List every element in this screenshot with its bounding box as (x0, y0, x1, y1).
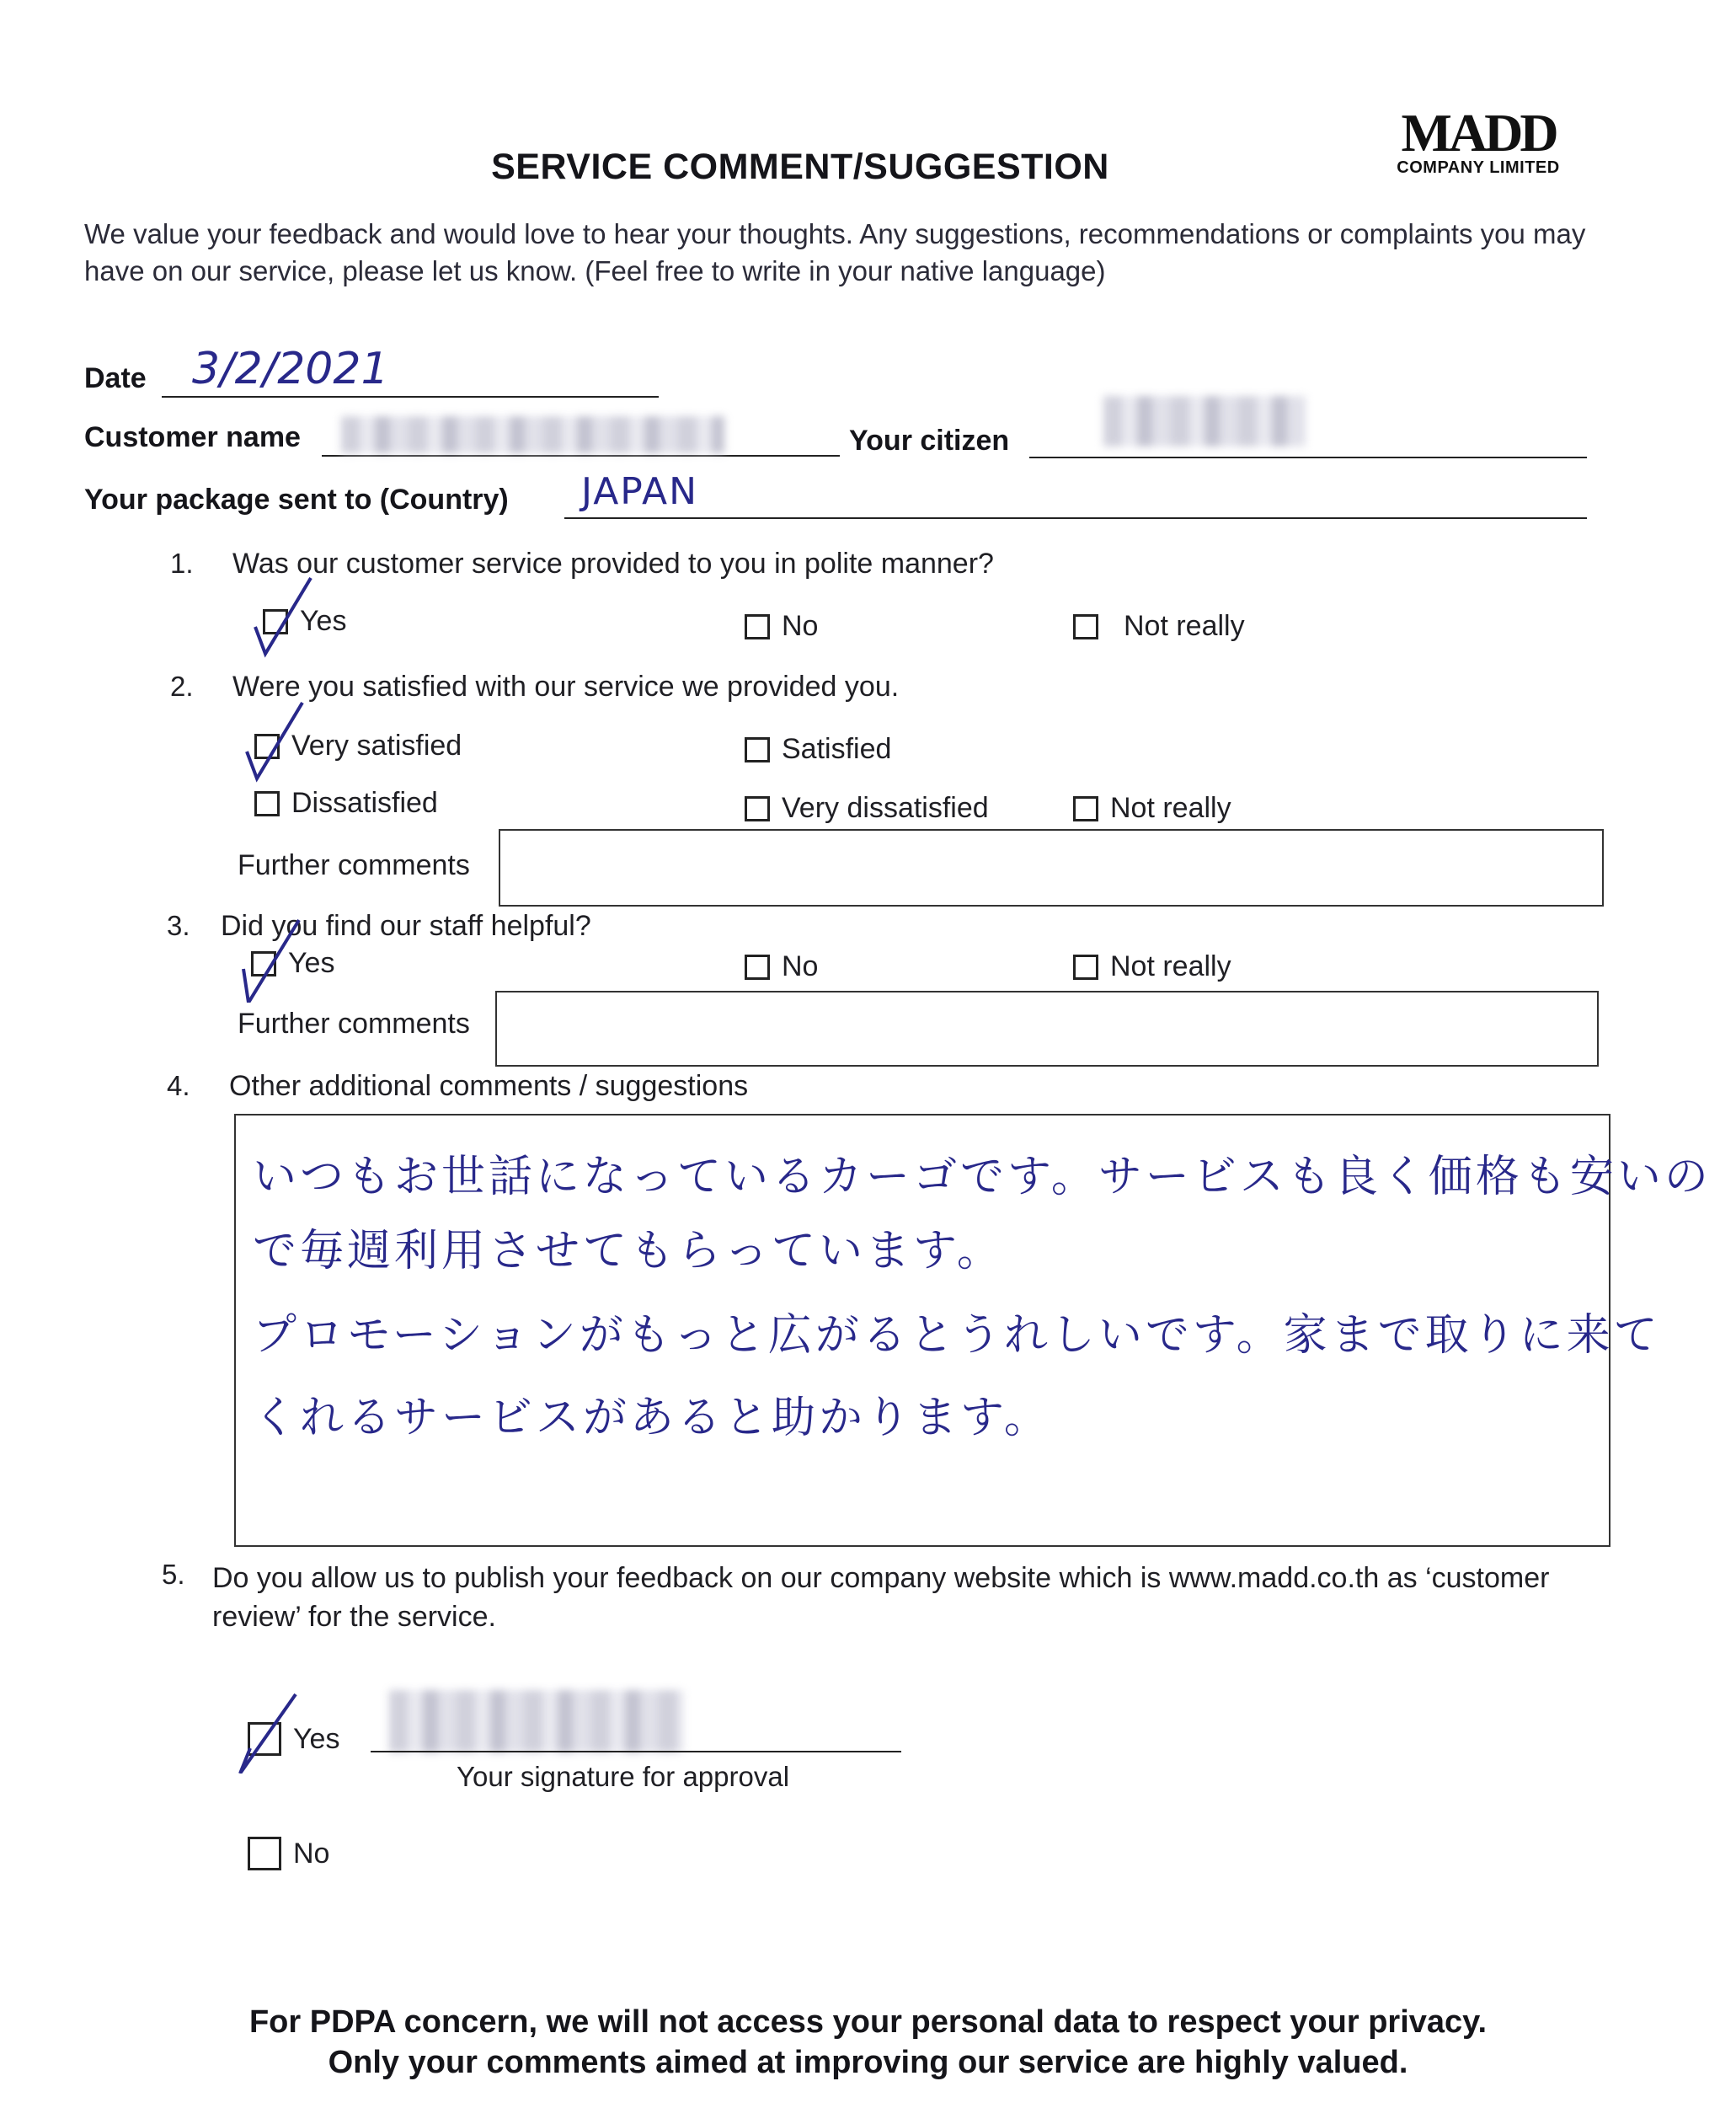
checkbox-checked[interactable] (248, 1722, 281, 1756)
q4-text: Other additional comments / suggestions (229, 1070, 749, 1102)
q5-text: Do you allow us to publish your feedback on our company website which is www.madd.co.th as ‘customer review’ for the service. (212, 1562, 1550, 1633)
q2-text: Were you satisfied with our service we provided you. (232, 671, 900, 703)
customer-name-redacted (341, 416, 724, 453)
intro-text: We value your feedback and would love to hear your thoughts. Any suggestions, recommendations or complaints you may have on our service, please let us know. (Feel free to write in your native language) (84, 218, 1586, 286)
logo-name: MADD (1401, 103, 1556, 163)
checkmark-icon (254, 576, 312, 661)
option-label: Yes (293, 1722, 340, 1755)
q3-no-option[interactable] (745, 950, 818, 983)
signature-redacted (389, 1690, 684, 1752)
checkbox[interactable] (248, 1837, 281, 1870)
q2-very-satisfied-option[interactable] (254, 730, 462, 762)
option-label: Very dissatisfied (782, 792, 989, 824)
q3-further-comments-box[interactable] (495, 991, 1599, 1067)
checkbox[interactable] (1073, 955, 1098, 980)
customer-name-label: Customer name (84, 421, 301, 453)
checkbox-checked[interactable] (251, 951, 276, 976)
option-label: Dissatisfied (291, 787, 438, 819)
checkmark-icon (245, 701, 304, 785)
checkbox[interactable] (745, 614, 770, 639)
option-label: Not really (1110, 950, 1231, 982)
checkbox[interactable] (745, 955, 770, 980)
option-label: Very satisfied (291, 730, 462, 762)
footer-line-2: Only your comments aimed at improving our service are highly valued. (328, 2045, 1408, 2080)
q2-dissatisfied-option[interactable] (254, 787, 438, 820)
q2-number: 2. (170, 671, 194, 702)
q5-no-option[interactable] (248, 1837, 329, 1870)
checkbox[interactable] (745, 737, 770, 762)
q1-number: 1. (170, 548, 194, 579)
signature-label: Your signature for approval (457, 1761, 790, 1792)
q3-yes-option[interactable] (251, 947, 334, 980)
comment-line-2: で毎週利用させてもらっています。 (253, 1226, 1004, 1276)
q2-further-comments-box[interactable] (499, 829, 1604, 907)
option-label: No (293, 1837, 330, 1870)
footer-line-1: For PDPA concern, we will not access your personal data to respect your privacy. (248, 2004, 1488, 2040)
checkmark-icon (242, 918, 301, 1003)
citizen-label: Your citizen (849, 425, 1010, 457)
checkbox[interactable] (745, 796, 770, 821)
option-label: No (782, 950, 819, 982)
q1-not-really-option[interactable] (1073, 610, 1245, 643)
logo-subtitle: COMPANY LIMITED (1397, 158, 1560, 177)
comment-line-1: いつもお世話になっているカーゴです。サービスも良く価格も安いの (253, 1152, 1712, 1202)
q1-no-option[interactable] (745, 610, 818, 643)
option-label: Satisfied (782, 733, 892, 765)
q2-very-dissatisfied-option[interactable] (745, 792, 989, 825)
q2-further-comments-label: Further comments (238, 849, 470, 881)
option-label: Not really (1124, 610, 1245, 642)
option-label: Yes (288, 947, 335, 979)
q2-not-really-option[interactable] (1073, 792, 1231, 825)
q5-number: 5. (162, 1559, 185, 1590)
option-label: No (782, 610, 819, 642)
form-title: SERVICE COMMENT/SUGGESTION (491, 147, 1109, 187)
q4-comment-box[interactable] (234, 1114, 1712, 1547)
checkmark-icon (238, 1689, 297, 1774)
country-label: Your package sent to (Country) (84, 484, 509, 516)
q4-number: 4. (167, 1070, 190, 1101)
citizen-redacted (1103, 396, 1306, 447)
q1-text: Was our customer service provided to you in polite manner? (232, 548, 994, 580)
q3-not-really-option[interactable] (1073, 950, 1231, 983)
q3-text: Did you find our staff helpful? (221, 910, 591, 942)
date-label: Date (84, 362, 147, 394)
checkbox-checked[interactable] (263, 609, 288, 634)
q3-further-comments-label: Further comments (238, 1008, 470, 1040)
checkbox-checked[interactable] (254, 734, 280, 759)
option-label: Yes (300, 605, 347, 637)
q2-satisfied-option[interactable] (745, 733, 891, 766)
comment-line-3: プロモーションがもっと広がるとうれしいです。家まで取りに来て (253, 1310, 1661, 1361)
comment-line-4: くれるサービスがあると助かります。 (253, 1393, 1051, 1443)
checkbox[interactable] (1073, 796, 1098, 821)
checkbox[interactable] (1073, 614, 1098, 639)
date-value[interactable]: 3/2/2021 (192, 344, 389, 394)
option-label: Not really (1110, 792, 1231, 824)
q5-yes-option[interactable] (248, 1722, 339, 1756)
country-value[interactable]: JAPAN (581, 470, 699, 513)
checkbox[interactable] (254, 791, 280, 816)
q3-number: 3. (167, 910, 190, 941)
q1-yes-option[interactable] (263, 605, 346, 638)
